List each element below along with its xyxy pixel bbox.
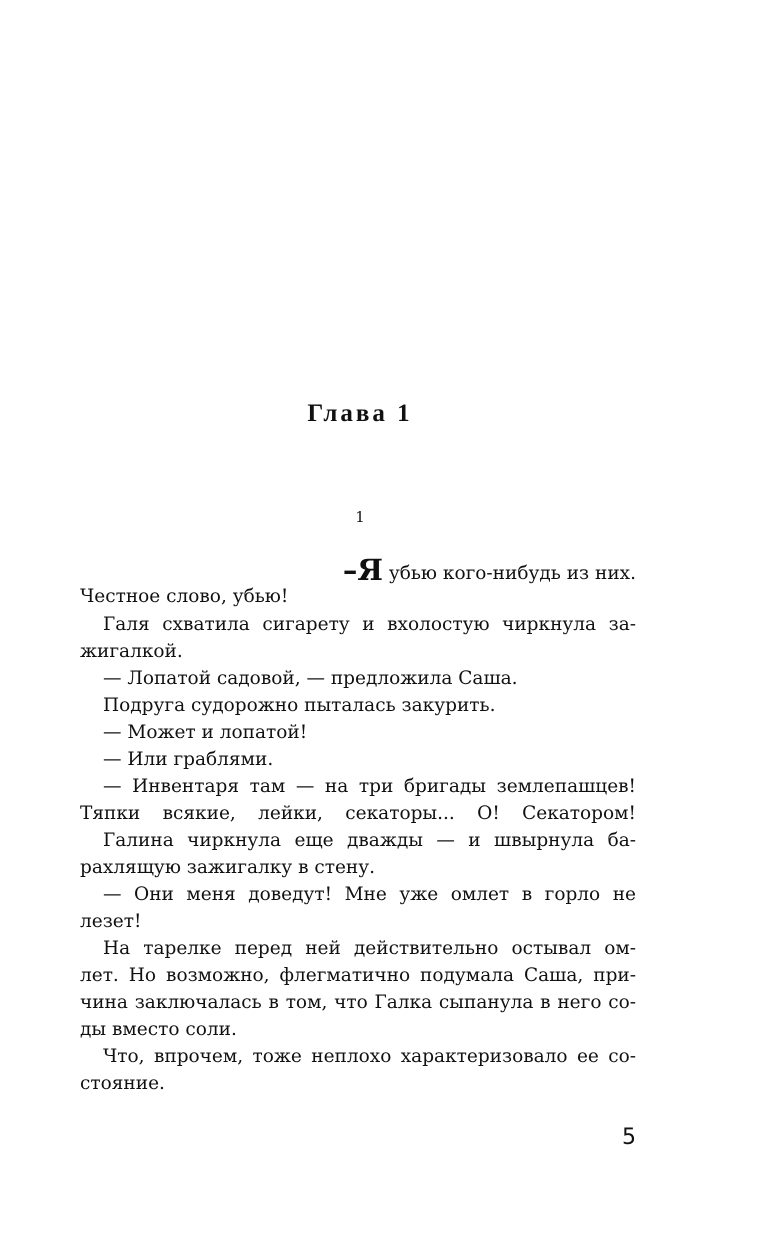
text-line: Тяпки всякие, лейки, секаторы... О! Секатором! bbox=[80, 803, 636, 824]
text-line: Галина чиркнула еще дважды — и швырнула ба- bbox=[103, 830, 636, 851]
text-line: Что, впрочем, тоже неплохо характеризовало ее со- bbox=[103, 1046, 636, 1067]
opening-line bbox=[330, 553, 636, 587]
text-line: жигалкой. bbox=[80, 641, 183, 662]
text-line: — Может и лопатой! bbox=[103, 722, 308, 743]
text-line: — Или граблями. bbox=[103, 749, 274, 770]
drop-cap: –Я bbox=[342, 553, 383, 587]
text-line: ды вместо соли. bbox=[80, 1019, 237, 1040]
page-number: 5 bbox=[622, 1125, 636, 1150]
text-line: Подруга судорожно пыталась закурить. bbox=[103, 695, 496, 716]
text-line: Честное слово, убью! bbox=[80, 586, 289, 607]
text-line: — Лопатой садовой, — предложила Саша. bbox=[103, 668, 518, 689]
opening-line-text: убью кого-нибудь из них. bbox=[382, 563, 636, 584]
text-line: чина заключалась в том, что Галка сыпанула в него со- bbox=[80, 992, 636, 1013]
section-number: 1 bbox=[355, 508, 365, 526]
text-line: рахлящую зажигалку в стену. bbox=[80, 857, 376, 878]
text-line: лет. Но возможно, флегматично подумала Саша, при- bbox=[80, 965, 636, 986]
text-line: — Они меня доведут! Мне уже омлет в горло не bbox=[103, 884, 636, 905]
text-line: Галя схватила сигарету и вхолостую чиркнула за- bbox=[103, 614, 636, 635]
text-line: лезет! bbox=[80, 911, 142, 932]
chapter-title: Глава 1 bbox=[307, 400, 413, 427]
text-line: На тарелке перед ней действительно остывал ом- bbox=[103, 938, 636, 959]
text-line: — Инвентаря там — на три бригады землепашцев! bbox=[103, 776, 636, 797]
text-line: стояние. bbox=[80, 1073, 165, 1094]
